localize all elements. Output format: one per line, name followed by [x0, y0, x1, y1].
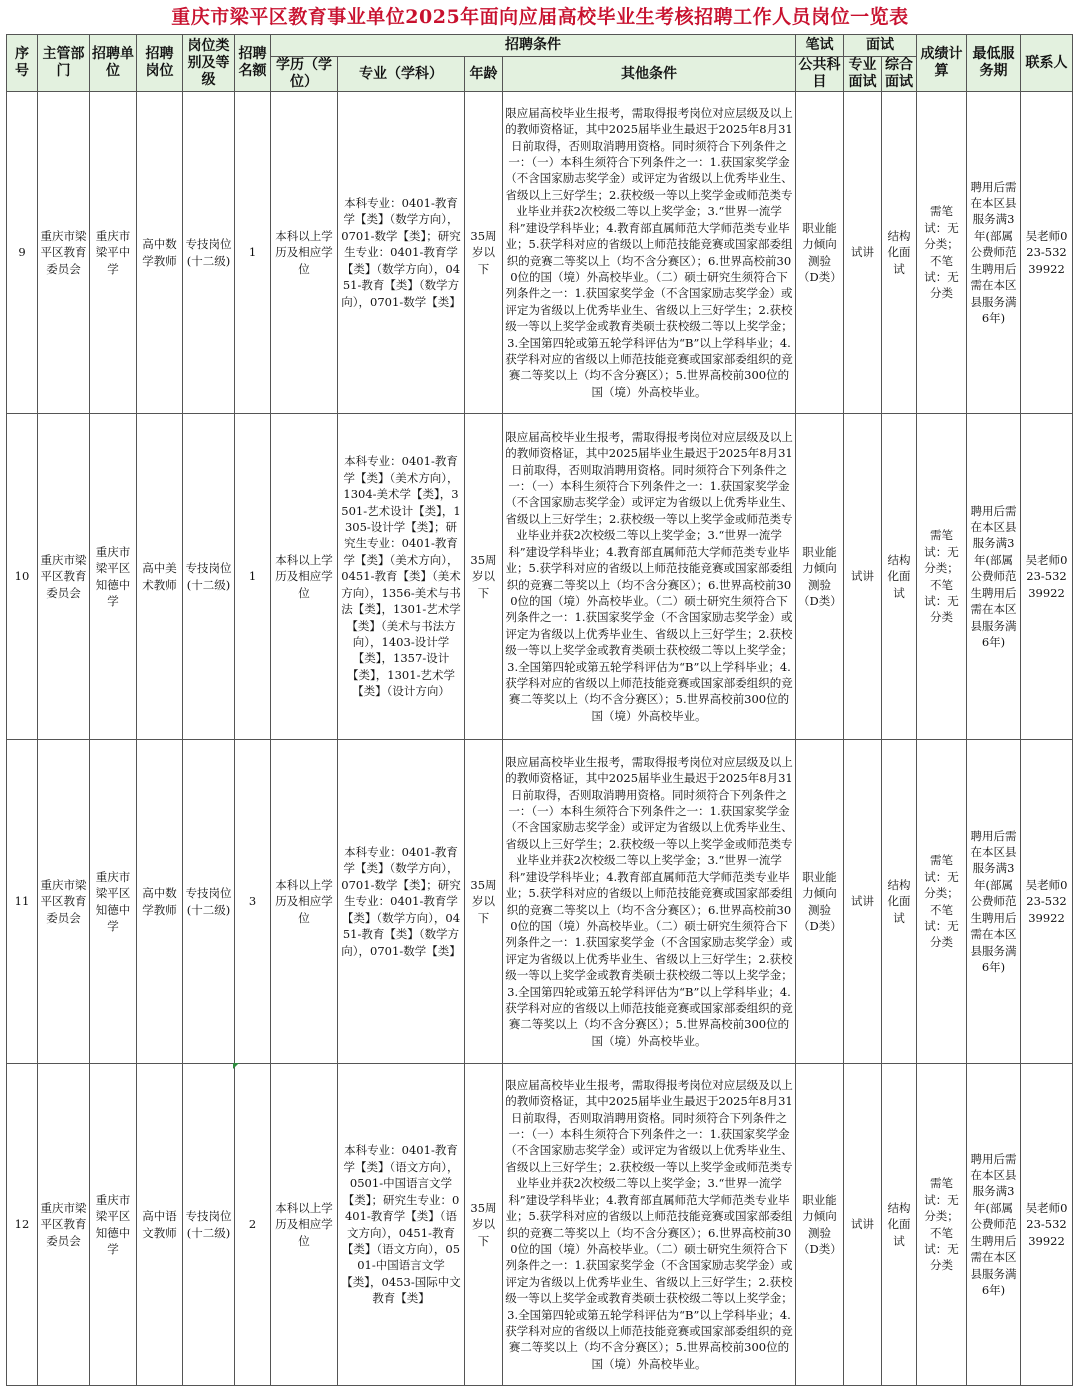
- cell-other: 限应届高校毕业生报考，需取得报考岗位对应层级及以上的教师资格证，其中2025届毕业生最迟于2025年8月31日前取得，否则取消聘用资格。同时须符合下列条件之一：（一）本科生须符合下列条件之一：1.获国家奖学金（不含国家励志奖学金）或评定为省级以上优秀毕业生、省级以上三好学生；2.获校级一等以上奖学金或师范类专业毕业并获2次校级二等以上奖学金；3.“世界一流学科”建设学科毕业；4.教育部直属师范大学师范类专业毕业；5.获学科对应的省级以上师范技能竞赛或国家部委组织的竞赛二等奖以上（均不含分赛区）；6.世界高校前300位的国（境）外高校毕业。（二）硕士研究生须符合下列条件之一：1.获国家奖学金（不含国家励志奖学金）或评定为省级以上优秀毕业生、省级以上三好学生；2.获校级一等以上奖学金或教育类硕士获校级二等以上奖学金；3.全国第四轮或第五轮学科评估为“B”以上学科毕业；4.获学科对应的省级以上师范技能竞赛或国家部委组织的竞赛二等奖以上（均不含分赛区）；5.世界高校前300位的国（境）外高校毕业。: [503, 92, 796, 414]
- cell-pro: 试讲: [844, 1064, 882, 1386]
- cell-service: 聘用后需在本区县服务满3年(部属公费师范生聘用后需在本区县服务满6年): [967, 1064, 1021, 1386]
- table-body: [7, 92, 1073, 1386]
- cell-seq: 9: [7, 92, 38, 414]
- cell-age: 35周岁以下: [465, 92, 503, 414]
- cell-comment-marker: [233, 1063, 239, 1069]
- cell-contact: 吴老师023-53239922: [1021, 740, 1073, 1064]
- header-other: 其他条件: [503, 57, 796, 92]
- header-dept: 主管部门: [38, 35, 90, 92]
- cell-category: 专技岗位(十二级): [183, 1064, 235, 1386]
- cell-contact: 吴老师023-53239922: [1021, 1064, 1073, 1386]
- header-service: 最低服务期: [967, 35, 1021, 92]
- cell-contact: 吴老师023-53239922: [1021, 92, 1073, 414]
- document-title: 重庆市梁平区教育事业单位2025年面向应届高校毕业生考核招聘工作人员岗位一览表: [171, 6, 909, 28]
- cell-age: 35周岁以下: [465, 740, 503, 1064]
- header-age: 年龄: [465, 57, 503, 92]
- table-row: [7, 740, 1073, 1064]
- cell-post: 高中美术教师: [137, 414, 183, 740]
- cell-unit: 重庆市梁平区知德中学: [90, 414, 137, 740]
- cell-dept: 重庆市梁平区教育委员会: [38, 740, 90, 1064]
- cell-unit: 重庆市梁平区知德中学: [90, 740, 137, 1064]
- positions-table: [6, 34, 1073, 1386]
- cell-comp: 结构化面试: [882, 414, 917, 740]
- cell-seq: 12: [7, 1064, 38, 1386]
- cell-service: 聘用后需在本区县服务满3年(部属公费师范生聘用后需在本区县服务满6年): [967, 414, 1021, 740]
- cell-pro: 试讲: [844, 414, 882, 740]
- cell-category: 专技岗位(十二级): [183, 740, 235, 1064]
- table-row: [7, 414, 1073, 740]
- cell-age: 35周岁以下: [465, 1064, 503, 1386]
- cell-pro: 试讲: [844, 740, 882, 1064]
- cell-public: 职业能力倾向测验（D类）: [796, 740, 844, 1064]
- header-unit: 招聘单位: [90, 35, 137, 92]
- cell-seq: 11: [7, 740, 38, 1064]
- cell-score: 需笔试：无分类；不笔试：无分类: [917, 414, 967, 740]
- cell-age: 35周岁以下: [465, 414, 503, 740]
- table-row: [7, 1064, 1073, 1386]
- cell-post: 高中数学教师: [137, 92, 183, 414]
- header-written: 笔试: [796, 35, 844, 57]
- cell-quota: 1: [235, 92, 271, 414]
- cell-major: 本科专业：0401-教育学【类】（语文方向），0501-中国语言文学【类】；研究生专业：0401-教育学【类】（语文方向），0451-教育【类】（语文方向），0501-中国语言文学【类】，0453-国际中文教育【类】: [338, 1064, 465, 1386]
- cell-other: 限应届高校毕业生报考，需取得报考岗位对应层级及以上的教师资格证，其中2025届毕业生最迟于2025年8月31日前取得，否则取消聘用资格。同时须符合下列条件之一：（一）本科生须符合下列条件之一：1.获国家奖学金（不含国家励志奖学金）或评定为省级以上优秀毕业生、省级以上三好学生；2.获校级一等以上奖学金或师范类专业毕业并获2次校级二等以上奖学金；3.“世界一流学科”建设学科毕业；4.教育部直属师范大学师范类专业毕业；5.获学科对应的省级以上师范技能竞赛或国家部委组织的竞赛二等奖以上（均不含分赛区）；6.世界高校前300位的国（境）外高校毕业。（二）硕士研究生须符合下列条件之一：1.获国家奖学金（不含国家励志奖学金）或评定为省级以上优秀毕业生、省级以上三好学生；2.获校级一等以上奖学金或教育类硕士获校级二等以上奖学金；3.全国第四轮或第五轮学科评估为“B”以上学科毕业；4.获学科对应的省级以上师范技能竞赛或国家部委组织的竞赛二等奖以上（均不含分赛区）；5.世界高校前300位的国（境）外高校毕业。: [503, 740, 796, 1064]
- cell-post: 高中数学教师: [137, 740, 183, 1064]
- cell-service: 聘用后需在本区县服务满3年(部属公费师范生聘用后需在本区县服务满6年): [967, 92, 1021, 414]
- cell-edu: 本科以上学历及相应学位: [271, 740, 338, 1064]
- header-edu: 学历（学位）: [271, 57, 338, 92]
- cell-other: 限应届高校毕业生报考，需取得报考岗位对应层级及以上的教师资格证，其中2025届毕业生最迟于2025年8月31日前取得，否则取消聘用资格。同时须符合下列条件之一：（一）本科生须符合下列条件之一：1.获国家奖学金（不含国家励志奖学金）或评定为省级以上优秀毕业生、省级以上三好学生；2.获校级一等以上奖学金或师范类专业毕业并获2次校级二等以上奖学金；3.“世界一流学科”建设学科毕业；4.教育部直属师范大学师范类专业毕业；5.获学科对应的省级以上师范技能竞赛或国家部委组织的竞赛二等奖以上（均不含分赛区）；6.世界高校前300位的国（境）外高校毕业。（二）硕士研究生须符合下列条件之一：1.获国家奖学金（不含国家励志奖学金）或评定为省级以上优秀毕业生、省级以上三好学生；2.获校级一等以上奖学金或教育类硕士获校级二等以上奖学金；3.全国第四轮或第五轮学科评估为“B”以上学科毕业；4.获学科对应的省级以上师范技能竞赛或国家部委组织的竞赛二等奖以上（均不含分赛区）；5.世界高校前300位的国（境）外高校毕业。: [503, 414, 796, 740]
- cell-edu: 本科以上学历及相应学位: [271, 92, 338, 414]
- cell-edu: 本科以上学历及相应学位: [271, 1064, 338, 1386]
- cell-edu: 本科以上学历及相应学位: [271, 414, 338, 740]
- cell-public: 职业能力倾向测验（D类）: [796, 1064, 844, 1386]
- header-quota: 招聘名额: [235, 35, 271, 92]
- header-category: 岗位类别及等级: [183, 35, 235, 92]
- cell-major: 本科专业：0401-教育学【类】（数学方向），0701-数学【类】；研究生专业：0401-教育学【类】（数学方向），0451-教育【类】（数学方向），0701-数学【类】: [338, 92, 465, 414]
- cell-dept: 重庆市梁平区教育委员会: [38, 92, 90, 414]
- cell-post: 高中语文教师: [137, 1064, 183, 1386]
- cell-score: 需笔试：无分类；不笔试：无分类: [917, 92, 967, 414]
- header-public: 公共科目: [796, 57, 844, 92]
- cell-unit: 重庆市梁平区知德中学: [90, 1064, 137, 1386]
- cell-major: 本科专业：0401-教育学【类】（数学方向），0701-数学【类】；研究生专业：0401-教育学【类】（数学方向），0451-教育【类】（数学方向），0701-数学【类】: [338, 740, 465, 1064]
- cell-public: 职业能力倾向测验（D类）: [796, 414, 844, 740]
- cell-score: 需笔试：无分类；不笔试：无分类: [917, 1064, 967, 1386]
- cell-category: 专技岗位(十二级): [183, 414, 235, 740]
- header-contact: 联系人: [1021, 35, 1073, 92]
- header-post: 招聘岗位: [137, 35, 183, 92]
- cell-dept: 重庆市梁平区教育委员会: [38, 414, 90, 740]
- cell-comp: 结构化面试: [882, 92, 917, 414]
- cell-major: 本科专业：0401-教育学【类】（美术方向），1304-美术学【类】，3501-艺术设计【类】，1305-设计学【类】；研究生专业：0401-教育学【类】（美术方向），0451-教育【类】（美术方向），1356-美术与书法【类】，1301-艺术学【类】（美术与书法方向），1403-设计学【类】，1357-设计【类】，1301-艺术学【类】（设计方向）: [338, 414, 465, 740]
- cell-unit: 重庆市梁平中学: [90, 92, 137, 414]
- cell-comp: 结构化面试: [882, 740, 917, 1064]
- header-comp: 综合面试: [882, 57, 917, 92]
- header-conditions: 招聘条件: [271, 35, 796, 57]
- header-seq: 序号: [7, 35, 38, 92]
- header-pro: 专业面试: [844, 57, 882, 92]
- table-row: [7, 92, 1073, 414]
- header-score: 成绩计算: [917, 35, 967, 92]
- cell-quota: 2: [235, 1064, 271, 1386]
- cell-public: 职业能力倾向测验（D类）: [796, 92, 844, 414]
- table-header: [7, 35, 1073, 92]
- cell-dept: 重庆市梁平区教育委员会: [38, 1064, 90, 1386]
- cell-service: 聘用后需在本区县服务满3年(部属公费师范生聘用后需在本区县服务满6年): [967, 740, 1021, 1064]
- cell-score: 需笔试：无分类；不笔试：无分类: [917, 740, 967, 1064]
- cell-pro: 试讲: [844, 92, 882, 414]
- cell-comp: 结构化面试: [882, 1064, 917, 1386]
- cell-other: 限应届高校毕业生报考，需取得报考岗位对应层级及以上的教师资格证，其中2025届毕业生最迟于2025年8月31日前取得，否则取消聘用资格。同时须符合下列条件之一：（一）本科生须符合下列条件之一：1.获国家奖学金（不含国家励志奖学金）或评定为省级以上优秀毕业生、省级以上三好学生；2.获校级一等以上奖学金或师范类专业毕业并获2次校级二等以上奖学金；3.“世界一流学科”建设学科毕业；4.教育部直属师范大学师范类专业毕业；5.获学科对应的省级以上师范技能竞赛或国家部委组织的竞赛二等奖以上（均不含分赛区）；6.世界高校前300位的国（境）外高校毕业。（二）硕士研究生须符合下列条件之一：1.获国家奖学金（不含国家励志奖学金）或评定为省级以上优秀毕业生、省级以上三好学生；2.获校级一等以上奖学金或教育类硕士获校级二等以上奖学金；3.全国第四轮或第五轮学科评估为“B”以上学科毕业；4.获学科对应的省级以上师范技能竞赛或国家部委组织的竞赛二等奖以上（均不含分赛区）；5.世界高校前300位的国（境）外高校毕业。: [503, 1064, 796, 1386]
- cell-category: 专技岗位(十二级): [183, 92, 235, 414]
- header-major: 专业（学科）: [338, 57, 465, 92]
- cell-quota: 3: [235, 740, 271, 1064]
- cell-seq: 10: [7, 414, 38, 740]
- cell-quota: 1: [235, 414, 271, 740]
- header-interview: 面试: [844, 35, 917, 57]
- cell-contact: 吴老师023-53239922: [1021, 414, 1073, 740]
